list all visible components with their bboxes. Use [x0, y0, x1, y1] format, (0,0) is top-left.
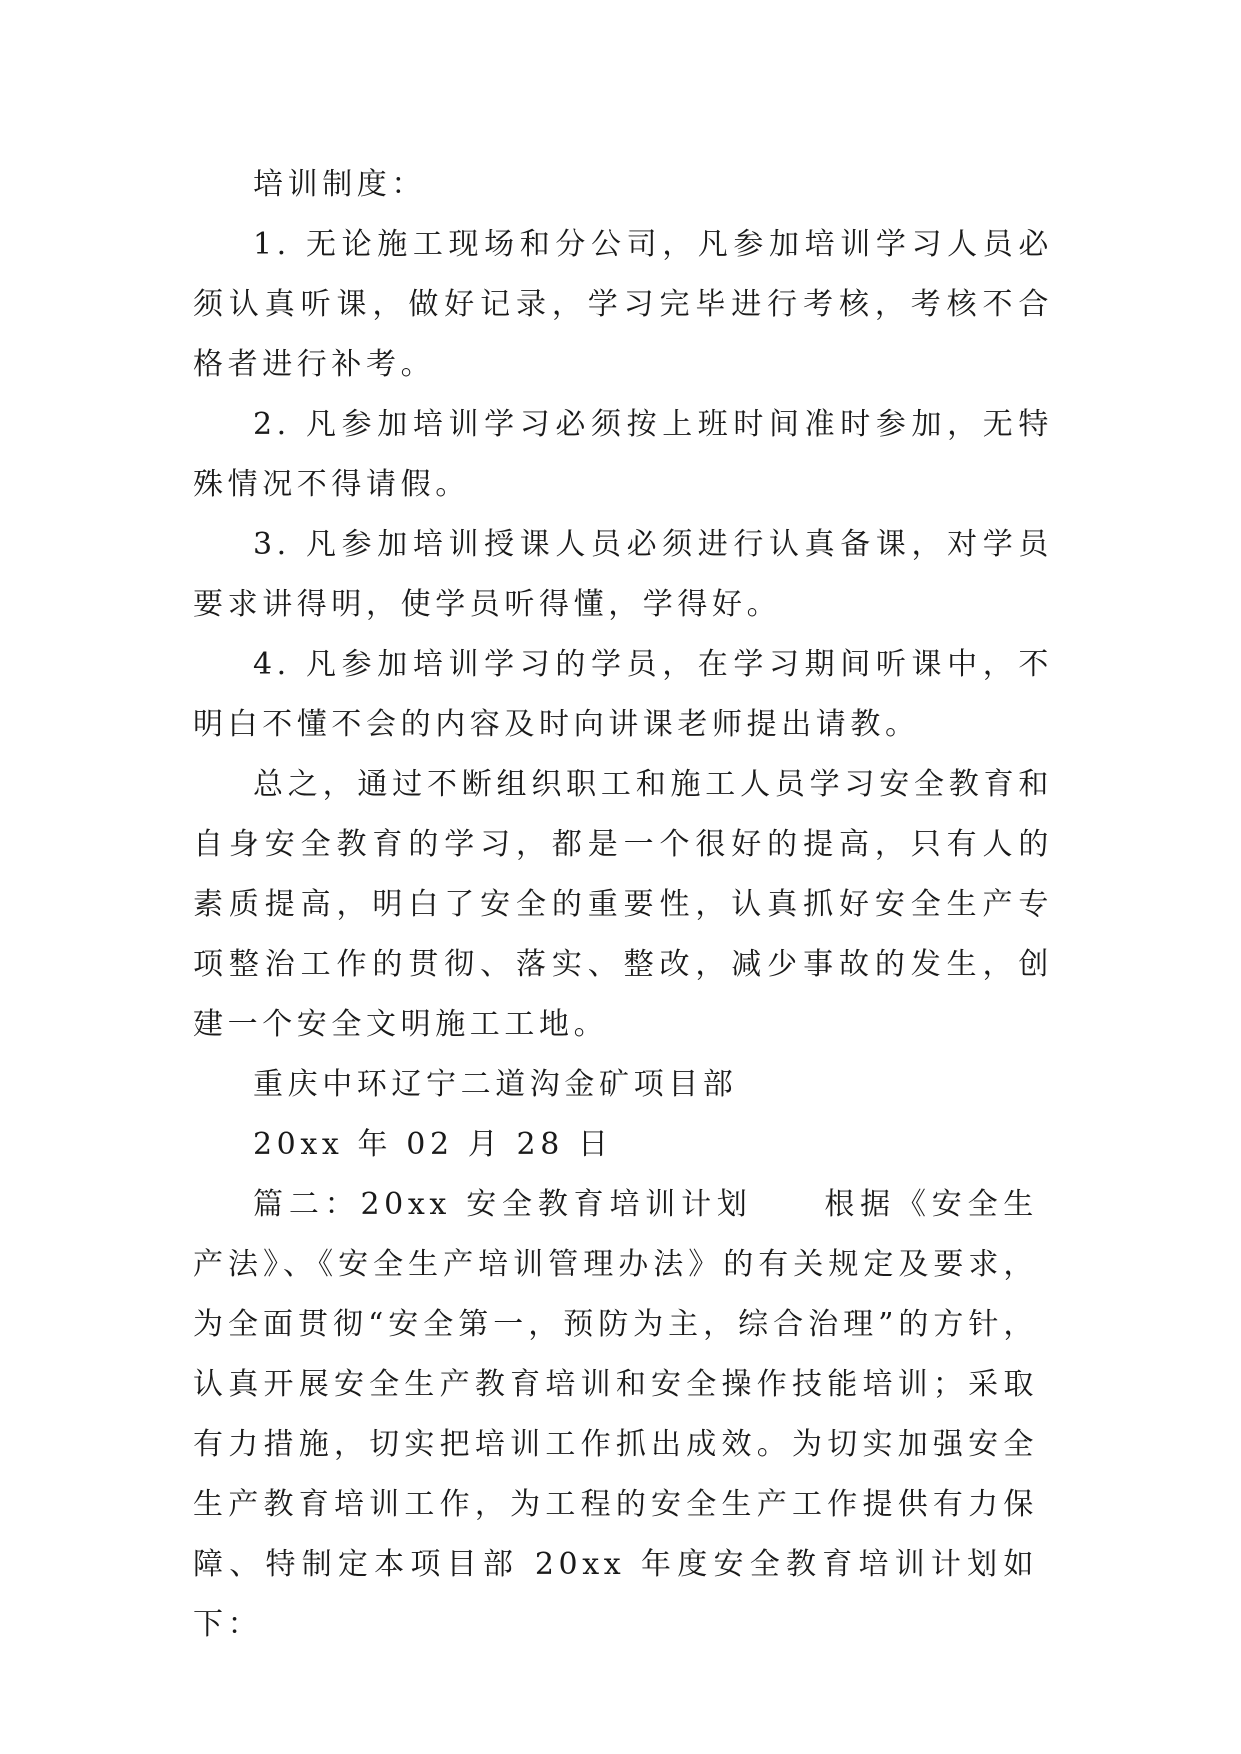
section-heading: 培训制度： [253, 167, 426, 202]
document-body [193, 155, 1053, 1655]
part-two-paragraph: 篇二：20xx 安全教育培训计划 根据《安全生产法》、《安全生产培训管理办法》的有关规定及要求，为全面贯彻“安全第一，预防为主，综合治理”的方针，认真开展安全生产教育培训和安全操作技能培训；采取有力措施，切实把培训工作抓出成效。为切实加强安全生产教育培训工作，为工程的安全生产工作提供有力保 障、特制定本项目部 20xx 年度安全教育培训计划如下： [193, 1187, 1038, 1642]
signature-organization: 重庆中环辽宁二道沟金矿项目部 [253, 1067, 738, 1102]
rule-item-2: 2. 凡参加培训学习必须按上班时间准时参加，无特殊情况不得请假。 [193, 407, 1053, 502]
rule-item-1: 1. 无论施工现场和分公司，凡参加培训学习人员必须认真听课，做好记录，学习完毕进行考核，考核不合格者进行补考。 [193, 227, 1053, 382]
summary-paragraph: 总之，通过不断组织职工和施工人员学习安全教育和自身安全教育的学习，都是一个很好的提高，只有人的素质提高，明白了安全的重要性，认真抓好安全生产专项整治工作的贯彻、落实、整改，减少事故的发生，创建一个安全文明施工工地。 [193, 767, 1053, 1042]
rule-item-4: 4. 凡参加培训学习的学员，在学习期间听课中，不明白不懂不会的内容及时向讲课老师提出请教。 [193, 647, 1053, 742]
rule-item-3: 3. 凡参加培训授课人员必须进行认真备课，对学员要求讲得明，使学员听得懂，学得好。 [193, 527, 1053, 622]
signature-date: 20xx 年 02 月 28 日 [253, 1127, 613, 1162]
